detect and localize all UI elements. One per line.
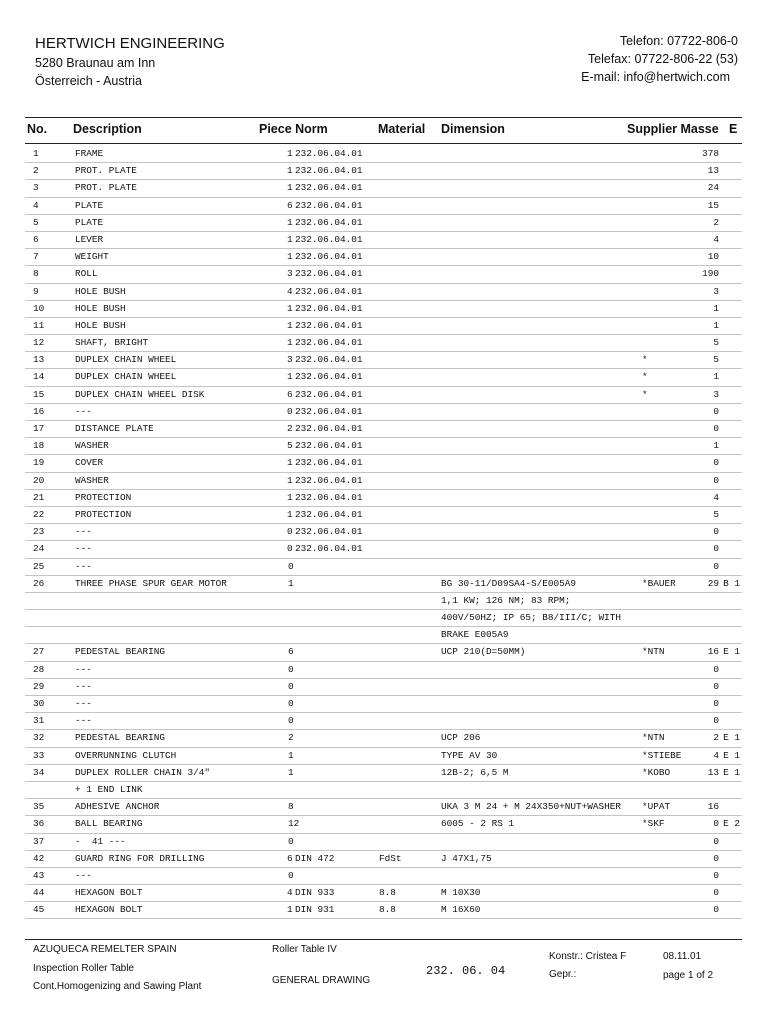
row-number: 11 <box>33 319 45 331</box>
row-e-code: E 2 <box>723 818 740 830</box>
row-dimension: M 16X60 <box>441 904 481 916</box>
row-masse: 4 <box>713 749 719 761</box>
row-dimension: BG 30-11/D09SA4-S/E005A9 <box>441 577 577 589</box>
row-norm: 232.06.04.01 <box>295 165 363 177</box>
row-supplier: * <box>642 371 648 383</box>
contact-phone: Telefon: 07722-806-0 <box>619 34 738 48</box>
row-masse: 5 <box>713 508 719 520</box>
row-masse: 3 <box>713 388 719 400</box>
header-description: Description <box>73 122 142 136</box>
row-norm: 232.06.04.01 <box>295 371 363 383</box>
table-row <box>25 421 742 438</box>
row-masse: 4 <box>713 233 719 245</box>
row-description: HEXAGON BOLT <box>75 904 143 916</box>
header-top-rule <box>25 117 742 118</box>
row-masse: 24 <box>707 182 719 194</box>
row-masse: 0 <box>713 405 719 417</box>
company-address-line-2: Österreich - Austria <box>35 74 142 88</box>
row-piece: 1 <box>287 508 293 520</box>
table-row <box>25 524 742 541</box>
row-description: PROT. PLATE <box>75 182 137 194</box>
row-description: ROLL <box>75 268 98 280</box>
footer-customer: AZUQUECA REMELTER SPAIN <box>33 944 177 955</box>
row-supplier: * <box>642 388 648 400</box>
row-masse: 0 <box>713 887 719 899</box>
table-row <box>25 180 742 197</box>
footer-drawing-number: 232. 06. 04 <box>426 964 506 978</box>
table-row <box>25 885 742 902</box>
company-address-line-1: 5280 Braunau am Inn <box>35 56 156 70</box>
row-norm: 232.06.04.01 <box>295 526 363 538</box>
table-row <box>25 765 742 782</box>
row-masse: 10 <box>707 251 719 263</box>
row-piece: 5 <box>287 440 293 452</box>
row-masse: 0 <box>713 474 719 486</box>
row-description: WASHER <box>75 474 109 486</box>
table-row <box>25 455 742 472</box>
row-dimension: BRAKE E005A9 <box>441 629 509 641</box>
row-description: --- <box>75 543 92 555</box>
row-description: LEVER <box>75 233 104 245</box>
row-norm: 232.06.04.01 <box>295 302 363 314</box>
row-description: HOLE BUSH <box>75 285 126 297</box>
row-number: 17 <box>33 423 45 434</box>
table-row <box>25 834 742 851</box>
header-dimension: Dimension <box>441 122 505 136</box>
row-description: DUPLEX CHAIN WHEEL <box>75 354 177 366</box>
row-piece: 0 <box>287 405 293 417</box>
footer-date: 08.11.01 <box>663 951 702 962</box>
table-row <box>25 232 742 249</box>
row-masse: 0 <box>713 457 719 469</box>
row-norm: 232.06.04.01 <box>295 440 363 452</box>
row-norm: 232.06.04.01 <box>295 457 363 469</box>
row-piece: 0 <box>288 663 294 675</box>
table-row <box>25 473 742 490</box>
row-masse: 0 <box>713 904 719 916</box>
row-masse: 4 <box>713 491 719 503</box>
row-norm: 232.06.04.01 <box>295 405 363 417</box>
row-number: 22 <box>33 508 45 520</box>
table-row <box>25 215 742 232</box>
row-number: 20 <box>33 474 45 486</box>
row-dimension: TYPE AV 30 <box>441 749 498 761</box>
row-dimension: 1,1 KW; 126 NM; 83 RPM; <box>441 594 571 606</box>
row-description: --- <box>75 405 92 417</box>
row-number: 6 <box>33 233 39 245</box>
row-masse: 1 <box>713 440 719 452</box>
row-norm: 232.06.04.01 <box>295 508 363 520</box>
row-piece: 1 <box>287 148 293 159</box>
row-masse: 1 <box>713 371 719 383</box>
row-masse: 13 <box>707 165 719 177</box>
row-norm: 232.06.04.01 <box>295 216 363 228</box>
table-row <box>25 679 742 696</box>
row-number: 8 <box>33 268 39 280</box>
table-row <box>25 662 742 679</box>
table-row <box>25 627 742 644</box>
row-masse: 0 <box>713 663 719 675</box>
row-description: DUPLEX CHAIN WHEEL <box>75 371 177 383</box>
row-description: BALL BEARING <box>75 818 143 830</box>
row-norm: 232.06.04.01 <box>295 148 363 159</box>
row-dimension: M 10X30 <box>441 887 481 899</box>
row-piece: 3 <box>287 268 293 280</box>
row-number: 26 <box>33 577 45 589</box>
row-piece: 6 <box>288 646 294 658</box>
row-masse: 0 <box>713 818 719 830</box>
row-masse: 5 <box>713 354 719 366</box>
row-piece: 0 <box>288 680 294 692</box>
table-row <box>25 404 742 421</box>
row-description: --- <box>75 663 92 675</box>
row-dimension: UKA 3 M 24 + M 24X350+NUT+WASHER <box>441 801 622 813</box>
row-dimension: 12B-2; 6,5 M <box>441 766 509 778</box>
row-description: OVERRUNNING CLUTCH <box>75 749 177 761</box>
row-piece: 1 <box>288 577 294 589</box>
footer-page: page 1 of 2 <box>663 970 714 981</box>
row-supplier: *STIEBE <box>642 749 682 761</box>
row-masse: 0 <box>713 423 719 434</box>
table-row <box>25 748 742 765</box>
table-row <box>25 730 742 747</box>
row-masse: 13 <box>707 766 719 778</box>
row-norm: 232.06.04.01 <box>295 233 363 245</box>
table-row <box>25 507 742 524</box>
row-norm: 232.06.04.01 <box>295 268 363 280</box>
row-masse: 0 <box>713 698 719 709</box>
row-description: HEXAGON BOLT <box>75 887 143 899</box>
company-name: HERTWICH ENGINEERING <box>35 35 225 52</box>
table-row <box>25 713 742 730</box>
row-masse: 16 <box>707 646 719 658</box>
row-number: 21 <box>33 491 45 503</box>
row-dimension: UCP 206 <box>441 732 481 744</box>
row-description: --- <box>75 715 92 727</box>
row-number: 16 <box>33 405 45 417</box>
header-material: Material <box>378 122 426 136</box>
table-row <box>25 868 742 885</box>
row-number: 33 <box>33 749 45 761</box>
row-material: 8.8 <box>379 904 396 916</box>
row-masse: 1 <box>713 319 719 331</box>
contact-fax: Telefax: 07722-806-22 (53) <box>587 52 738 66</box>
table-row <box>25 163 742 180</box>
row-piece: 0 <box>288 835 294 847</box>
row-piece: 1 <box>287 474 293 486</box>
row-number: 32 <box>33 732 45 744</box>
row-e-code: E 1 <box>723 766 740 778</box>
row-piece: 4 <box>287 887 293 899</box>
row-masse: 15 <box>707 199 719 211</box>
row-piece: 0 <box>288 698 294 709</box>
row-piece: 3 <box>287 354 293 366</box>
row-piece: 1 <box>287 457 293 469</box>
row-number: 42 <box>33 852 45 864</box>
row-piece: 2 <box>288 732 294 744</box>
row-piece: 0 <box>288 560 294 572</box>
row-piece: 1 <box>287 251 293 263</box>
row-dimension: 6005 - 2 RS 1 <box>441 818 515 830</box>
row-number: 2 <box>33 165 39 177</box>
row-description: THREE PHASE SPUR GEAR MOTOR <box>75 577 227 589</box>
row-number: 30 <box>33 698 45 709</box>
parts-list-table <box>25 146 742 919</box>
table-row <box>25 902 742 919</box>
row-norm: 232.06.04.01 <box>295 337 363 349</box>
row-e-code: B 1 <box>723 577 740 589</box>
contact-email[interactable]: E-mail: info@hertwich.com <box>581 70 730 84</box>
row-description: HOLE BUSH <box>75 319 126 331</box>
row-masse: 0 <box>713 680 719 692</box>
table-row <box>25 198 742 215</box>
table-row <box>25 369 742 386</box>
row-piece: 1 <box>287 182 293 194</box>
header-no: No. <box>27 122 48 136</box>
row-norm: 232.06.04.01 <box>295 388 363 400</box>
row-description: PROTECTION <box>75 491 132 503</box>
row-masse: 0 <box>713 715 719 727</box>
row-norm: 232.06.04.01 <box>295 354 363 366</box>
row-piece: 6 <box>287 199 293 211</box>
row-piece: 1 <box>287 165 293 177</box>
row-description: --- <box>75 680 92 692</box>
row-norm: 232.06.04.01 <box>295 251 363 263</box>
row-masse: 0 <box>713 526 719 538</box>
table-row <box>25 146 742 163</box>
row-piece: 1 <box>287 904 293 916</box>
row-piece: 0 <box>288 715 294 727</box>
row-number: 7 <box>33 251 39 263</box>
row-number: 14 <box>33 371 45 383</box>
footer-rule <box>25 939 742 940</box>
row-supplier: *NTN <box>642 732 665 744</box>
row-number: 27 <box>33 646 45 658</box>
row-masse: 16 <box>707 801 719 813</box>
row-number: 28 <box>33 663 45 675</box>
row-description: PROTECTION <box>75 508 132 520</box>
row-masse: 5 <box>713 337 719 349</box>
row-number: 43 <box>33 869 45 881</box>
row-norm: 232.06.04.01 <box>295 285 363 297</box>
row-norm: 232.06.04.01 <box>295 182 363 194</box>
table-row <box>25 576 742 593</box>
table-row <box>25 541 742 558</box>
row-number: 10 <box>33 302 45 314</box>
table-row <box>25 782 742 799</box>
row-norm: 232.06.04.01 <box>295 423 363 434</box>
table-row <box>25 438 742 455</box>
row-number: 31 <box>33 715 45 727</box>
row-piece: 0 <box>287 543 293 555</box>
footer-subject: Inspection Roller Table <box>33 963 134 974</box>
row-description: PROT. PLATE <box>75 165 137 177</box>
table-row <box>25 816 742 833</box>
row-number: 24 <box>33 543 45 555</box>
row-description: HOLE BUSH <box>75 302 126 314</box>
row-number: 18 <box>33 440 45 452</box>
row-norm: 232.06.04.01 <box>295 491 363 503</box>
row-piece: 1 <box>287 302 293 314</box>
row-piece: 12 <box>288 818 300 830</box>
table-row <box>25 249 742 266</box>
row-masse: 0 <box>713 560 719 572</box>
row-masse: 0 <box>713 852 719 864</box>
row-piece: 1 <box>287 371 293 383</box>
row-supplier: * <box>642 354 648 366</box>
row-norm: DIN 933 <box>295 887 335 899</box>
row-supplier: *SKF <box>642 818 665 830</box>
row-masse: 29 <box>707 577 719 589</box>
row-description: PLATE <box>75 199 104 211</box>
row-piece: 0 <box>287 526 293 538</box>
row-masse: 378 <box>702 148 719 159</box>
row-piece: 1 <box>287 233 293 245</box>
table-row <box>25 266 742 283</box>
header-bottom-rule <box>25 143 742 144</box>
row-number: 44 <box>33 887 45 899</box>
row-masse: 0 <box>713 543 719 555</box>
row-description: ADHESIVE ANCHOR <box>75 801 160 813</box>
row-piece: 4 <box>287 285 293 297</box>
row-piece: 1 <box>287 491 293 503</box>
row-norm: DIN 472 <box>295 852 335 864</box>
row-description: FRAME <box>75 148 104 159</box>
row-description: --- <box>75 560 92 572</box>
table-row <box>25 490 742 507</box>
row-number: 35 <box>33 801 45 813</box>
row-description: WASHER <box>75 440 109 452</box>
table-row <box>25 593 742 610</box>
row-description: SHAFT, BRIGHT <box>75 337 149 349</box>
header-piece-norm: Piece Norm <box>259 122 328 136</box>
footer-gepr: Gepr.: <box>549 969 577 980</box>
row-number: 37 <box>33 835 45 847</box>
footer-konstr: Konstr.: Cristea F <box>549 951 627 962</box>
row-piece: 6 <box>287 388 293 400</box>
header-e: E <box>729 122 738 136</box>
row-description: PEDESTAL BEARING <box>75 646 166 658</box>
footer-drawing-type: GENERAL DRAWING <box>272 975 371 986</box>
table-row <box>25 301 742 318</box>
header-supplier-masse: Supplier Masse <box>627 122 719 136</box>
row-masse: 0 <box>713 835 719 847</box>
footer-plant: Cont.Homogenizing and Sawing Plant <box>33 981 202 992</box>
row-e-code: E 1 <box>723 646 740 658</box>
row-description: GUARD RING FOR DRILLING <box>75 852 205 864</box>
row-number: 15 <box>33 388 45 400</box>
row-masse: 3 <box>713 285 719 297</box>
row-number: 9 <box>33 285 39 297</box>
row-dimension: J 47X1,75 <box>441 852 492 864</box>
row-norm: 232.06.04.01 <box>295 474 363 486</box>
row-number: 3 <box>33 182 39 194</box>
table-row <box>25 851 742 868</box>
row-number: 45 <box>33 904 45 916</box>
row-piece: 6 <box>287 852 293 864</box>
row-norm: 232.06.04.01 <box>295 319 363 331</box>
row-e-code: E 1 <box>723 749 740 761</box>
row-masse: 2 <box>713 732 719 744</box>
row-masse: 2 <box>713 216 719 228</box>
row-number: 23 <box>33 526 45 538</box>
row-supplier: *KOBO <box>642 766 671 778</box>
row-description: + 1 END LINK <box>75 783 143 795</box>
row-piece: 1 <box>287 216 293 228</box>
row-number: 1 <box>33 148 39 159</box>
row-piece: 8 <box>288 801 294 813</box>
row-material: 8.8 <box>379 887 396 899</box>
row-description: DUPLEX ROLLER CHAIN 3/4" <box>75 766 211 778</box>
table-row <box>25 318 742 335</box>
row-norm: 232.06.04.01 <box>295 199 363 211</box>
row-piece: 1 <box>288 749 294 761</box>
row-number: 34 <box>33 766 45 778</box>
row-material: FdSt <box>379 852 402 864</box>
row-piece: 1 <box>287 337 293 349</box>
row-masse: 1 <box>713 302 719 314</box>
row-number: 25 <box>33 560 45 572</box>
row-supplier: *NTN <box>642 646 665 658</box>
row-dimension: 400V/50HZ; IP 65; B8/III/C; WITH <box>441 612 622 624</box>
row-description: DUPLEX CHAIN WHEEL DISK <box>75 388 205 400</box>
table-row <box>25 284 742 301</box>
row-piece: 1 <box>288 766 294 778</box>
table-row <box>25 559 742 576</box>
table-row <box>25 799 742 816</box>
row-number: 13 <box>33 354 45 366</box>
row-description: PLATE <box>75 216 104 228</box>
row-dimension: UCP 210(D=50MM) <box>441 646 526 658</box>
row-masse: 190 <box>702 268 719 280</box>
row-number: 19 <box>33 457 45 469</box>
row-description: COVER <box>75 457 104 469</box>
row-description: - 41 --- <box>75 835 126 847</box>
row-description: DISTANCE PLATE <box>75 423 154 434</box>
row-piece: 0 <box>288 869 294 881</box>
table-row <box>25 696 742 713</box>
row-masse: 0 <box>713 869 719 881</box>
row-description: WEIGHT <box>75 251 109 263</box>
row-norm: 232.06.04.01 <box>295 543 363 555</box>
table-row <box>25 644 742 661</box>
row-piece: 2 <box>287 423 293 434</box>
table-row <box>25 335 742 352</box>
row-number: 4 <box>33 199 39 211</box>
row-number: 36 <box>33 818 45 830</box>
row-e-code: E 1 <box>723 732 740 744</box>
table-row <box>25 610 742 627</box>
table-row <box>25 387 742 404</box>
row-number: 29 <box>33 680 45 692</box>
row-piece: 1 <box>287 319 293 331</box>
row-description: --- <box>75 698 92 709</box>
row-supplier: *BAUER <box>642 577 676 589</box>
footer-project: Roller Table IV <box>272 944 337 955</box>
row-description: --- <box>75 869 92 881</box>
row-number: 12 <box>33 337 45 349</box>
row-description: PEDESTAL BEARING <box>75 732 166 744</box>
row-description: --- <box>75 526 92 538</box>
row-number: 5 <box>33 216 39 228</box>
table-row <box>25 352 742 369</box>
row-norm: DIN 931 <box>295 904 335 916</box>
row-supplier: *UPAT <box>642 801 671 813</box>
